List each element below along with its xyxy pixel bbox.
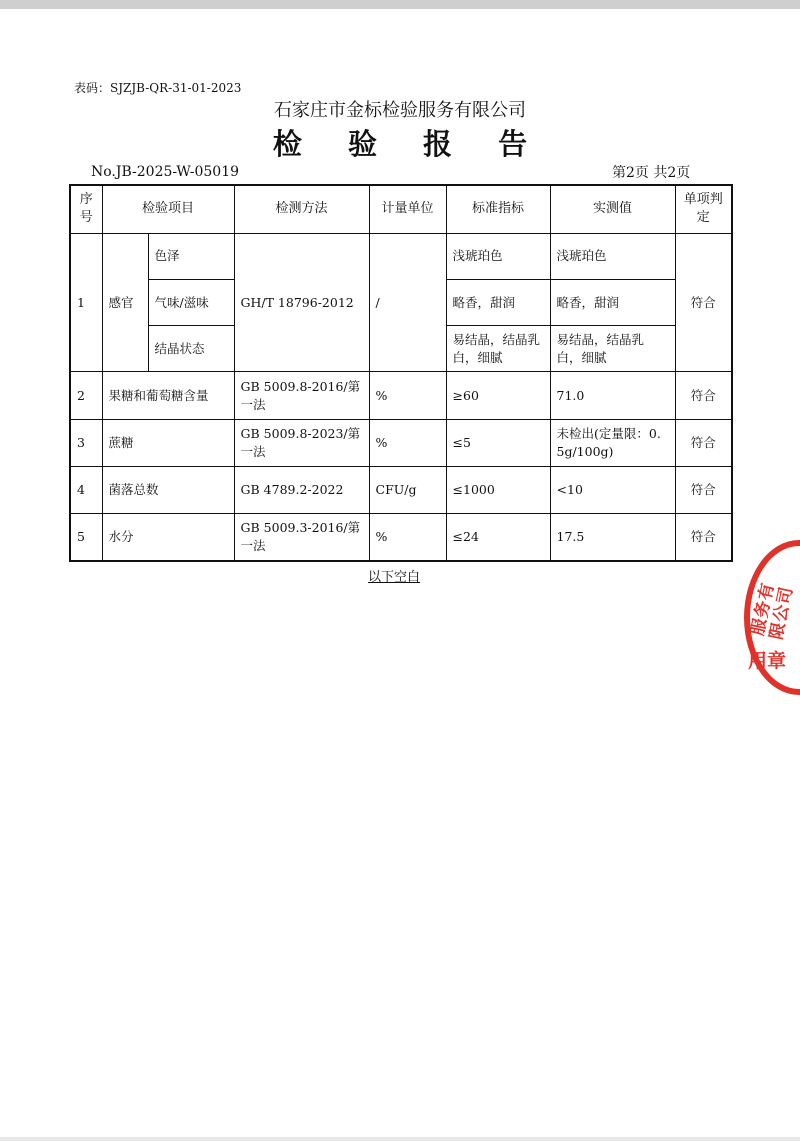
cell-group: 感官 bbox=[102, 233, 148, 372]
cell-standard: 浅琥珀色 bbox=[446, 233, 550, 279]
cell-result: 71.0 bbox=[550, 372, 675, 419]
table-row bbox=[70, 466, 732, 513]
cell-method: GH/T 18796-2012 bbox=[234, 233, 369, 372]
header-seq: 序号 bbox=[70, 185, 102, 233]
cell-result: 浅琥珀色 bbox=[550, 233, 675, 279]
header-result: 实测值 bbox=[550, 185, 675, 233]
top-bar bbox=[0, 0, 800, 9]
cell-result: 略香，甜润 bbox=[550, 279, 675, 325]
cell-subitem: 气味/滋味 bbox=[148, 279, 234, 325]
cell-unit: % bbox=[369, 372, 446, 419]
cell-item: 蔗糖 bbox=[102, 419, 234, 466]
cell-result: 未检出(定量限：0.5g/100g) bbox=[550, 419, 675, 466]
cell-standard: 略香，甜润 bbox=[446, 279, 550, 325]
form-code: 表码：SJZJB-QR-31-01-2023 bbox=[74, 81, 242, 95]
cell-unit: % bbox=[369, 419, 446, 466]
cell-result: 易结晶，结晶乳白，细腻 bbox=[550, 326, 675, 372]
cell-result: <10 bbox=[550, 466, 675, 513]
cell-standard: ≤5 bbox=[446, 419, 550, 466]
table-row bbox=[70, 514, 732, 561]
cell-item: 水分 bbox=[102, 514, 234, 561]
results-table bbox=[69, 184, 733, 562]
table-row bbox=[70, 372, 732, 419]
header-standard: 标准指标 bbox=[446, 185, 550, 233]
cell-subitem: 色泽 bbox=[148, 233, 234, 279]
table-row bbox=[70, 419, 732, 466]
cell-seq: 3 bbox=[70, 419, 102, 466]
cell-standard: 易结晶，结晶乳白，细腻 bbox=[446, 326, 550, 372]
cell-judgement: 符合 bbox=[675, 233, 732, 372]
cell-result: 17.5 bbox=[550, 514, 675, 561]
report-number: No.JB-2025-W-05019 bbox=[91, 164, 240, 180]
header-judgement: 单项判定 bbox=[675, 185, 732, 233]
cell-subitem: 结晶状态 bbox=[148, 326, 234, 372]
cell-method: GB 4789.2-2022 bbox=[234, 466, 369, 513]
cell-standard: ≤24 bbox=[446, 514, 550, 561]
header-item: 检验项目 bbox=[102, 185, 234, 233]
cell-judgement: 符合 bbox=[675, 466, 732, 513]
bottom-bar bbox=[0, 1137, 800, 1141]
seal-text-2: 用章 bbox=[748, 650, 787, 672]
cell-unit: CFU/g bbox=[369, 466, 446, 513]
cell-seq: 4 bbox=[70, 466, 102, 513]
cell-unit: % bbox=[369, 514, 446, 561]
cell-method: GB 5009.8-2023/第一法 bbox=[234, 419, 369, 466]
page-info: 第2页 共2页 bbox=[612, 165, 691, 181]
cell-seq: 2 bbox=[70, 372, 102, 419]
cell-method: GB 5009.3-2016/第一法 bbox=[234, 514, 369, 561]
cell-seq: 5 bbox=[70, 514, 102, 561]
header-method: 检测方法 bbox=[234, 185, 369, 233]
report-title: 检 验 报 告 bbox=[272, 127, 546, 161]
cell-item: 果糖和葡萄糖含量 bbox=[102, 372, 234, 419]
cell-judgement: 符合 bbox=[675, 514, 732, 561]
cell-judgement: 符合 bbox=[675, 419, 732, 466]
cell-seq: 1 bbox=[70, 233, 102, 372]
cell-item: 菌落总数 bbox=[102, 466, 234, 513]
cell-standard: ≤1000 bbox=[446, 466, 550, 513]
cell-unit: / bbox=[369, 233, 446, 372]
table-header-row bbox=[70, 185, 732, 233]
cell-method: GB 5009.8-2016/第一法 bbox=[234, 372, 369, 419]
cell-standard: ≥60 bbox=[446, 372, 550, 419]
company-name: 石家庄市金标检验服务有限公司 bbox=[274, 100, 526, 121]
seal-text: 服务有限公司 bbox=[747, 580, 798, 642]
cell-judgement: 符合 bbox=[675, 372, 732, 419]
header-unit: 计量单位 bbox=[369, 185, 446, 233]
table-row bbox=[70, 233, 732, 279]
end-of-report-note: 以下空白 bbox=[368, 570, 421, 585]
